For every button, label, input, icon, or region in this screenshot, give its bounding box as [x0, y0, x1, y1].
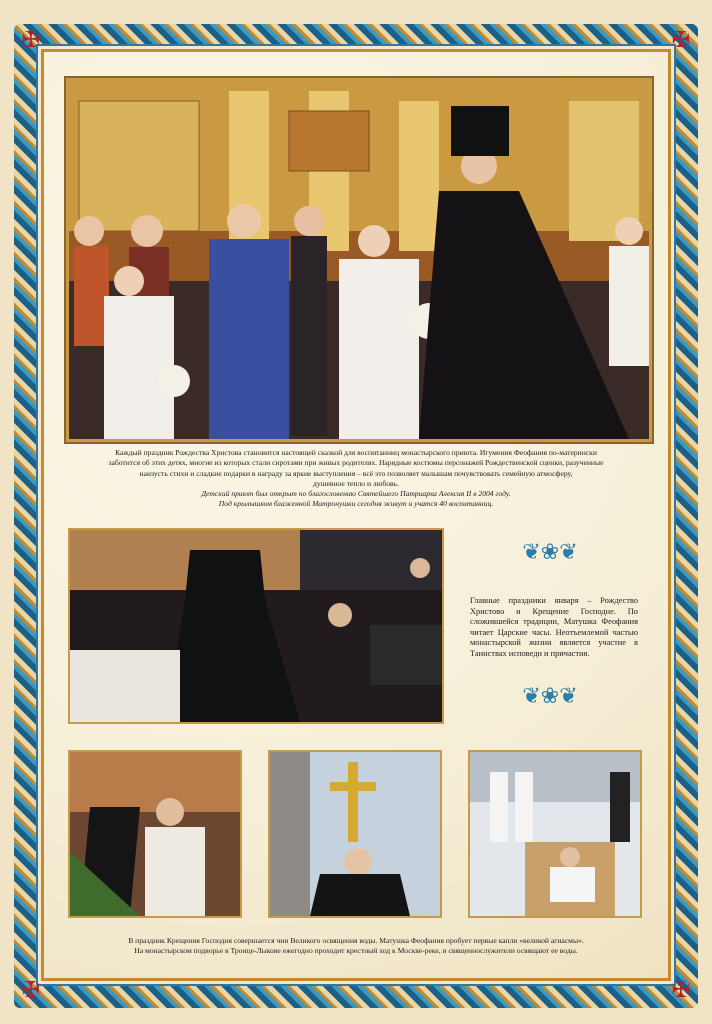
- floral-ornament-icon: ❦❀❦: [522, 540, 578, 565]
- corner-cross-icon: ✠: [671, 978, 691, 1003]
- caption-italic-line: Детский приют был открыт по благословению Святейшего Патриарха Алексия II в 2004 году.: [201, 489, 511, 499]
- bottom-caption: [64, 936, 648, 957]
- corner-cross-icon: ✠: [21, 978, 41, 1003]
- caption-line: заботится об этих детях, многие из которых стали сиротами при живых родителях. Нарядные костюмы персонажей Рождественской сценки, разученные: [108, 458, 604, 468]
- caption-italic-line: Под крылышком блаженной Матронушки сегодня живут и учатся 40 воспитанниц.: [218, 499, 494, 509]
- corner-cross-icon: ✠: [671, 28, 691, 53]
- caption-line: наизусть стихи и сладкие подарки в награду за яркие выступления – всё это позволяет малышам почувствовать семейную атмосферу,: [139, 468, 573, 478]
- river-procession-illustration: [470, 752, 640, 916]
- floral-ornament-icon: ❦❀❦: [522, 684, 578, 709]
- main-photo-illustration: [69, 81, 649, 439]
- caption-line: Каждый праздник Рождества Христова становится настоящей сказкой для воспитанниц монастырского приюта. Игумения Феофания по-матерински: [115, 448, 597, 457]
- caption-line: В праздник Крещения Господня совершается чин Великого освящения воды. Матушка Феофания пробует первые капли «великой агиасмы».: [128, 936, 584, 945]
- reading-photo-illustration: [70, 530, 442, 722]
- photo-golden-cross: [268, 750, 442, 918]
- photo-river-procession: [468, 750, 642, 918]
- golden-cross-illustration: [270, 752, 440, 916]
- corner-cross-icon: ✠: [21, 28, 41, 53]
- photo-water-blessing: [68, 750, 242, 918]
- water-blessing-illustration: [70, 752, 240, 916]
- caption-line: На монастырском подворье в Троице-Лыкове ежегодно проходит крестный ход к Москве-реке, и священнослужители освящают ее воды.: [134, 946, 578, 956]
- top-caption: [64, 448, 648, 510]
- caption-line: душевное тепло и любовь.: [313, 478, 399, 488]
- photo-reading-hours: [68, 528, 444, 724]
- main-photo-christmas-children: [66, 78, 652, 442]
- side-text: Главные праздники января – Рождество Христово и Крещение Господне. По сложившейся традиции, Матушка Феофания читает Царские часы. Неотъемлемой частью монастырской жизни является участие в Таинствах исповеди и причастия.: [470, 596, 638, 658]
